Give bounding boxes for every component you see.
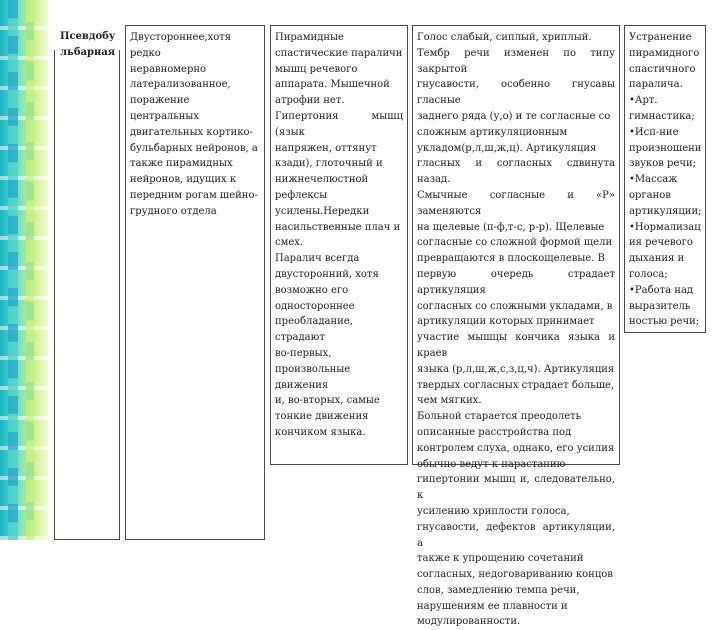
therapy-directions-text: Устранение пирамидного спастичного паралича. •Арт. гимнастика; •Исп-ние произношени звуков речи; •Массаж органов артикуляции; •Нормализац ия речевого дыхания и голоса; •Работа над выразитель ностью речи; bbox=[629, 32, 702, 328]
table-cell-therapy bbox=[624, 25, 706, 333]
table-cell-speech bbox=[412, 25, 620, 628]
dysarthria-form-label: Псевдобу льбарная bbox=[60, 31, 116, 58]
table-cell-lesion bbox=[125, 25, 265, 540]
decorative-side-band bbox=[0, 0, 48, 540]
neurological-symptoms-text: Пирамидные спастические параличи мышц речевого аппарата. Мышечной атрофии нет. Гипертония мышц (язык напряжен, оттянут кзади), глоточный и нижнечелюстной рефлексы усилены.Нередки насильственные плач и смех. Паралич всегда двусторонний, хотя возможно его одностороннее преобладание, страдают во-первых, произвольные движения и, во-вторых, самые тонкие движения кончиком языка. bbox=[275, 32, 403, 438]
speech-symptoms-text: Голос слабый, сиплый, хриплый. Тембр речи изменен по типу закрытой гнусавости, особенно гнусавы гласные заднего ряда (у,о) и те согласные со сложным артикуляционным укладом(р,л,ш,ж,ц). Артикуляция гласных и согласных сдвинута назад. Смычные согласные и «Р» заменяются на щелевые (п-ф,т-с, р-р). Щелевые согласные со сложной формой щели превращаются в плоскощелевые. В первую очередь страдает артикуляция согласных со сложными укладами, в артикуляции которых принимает участие мышцы кончика языка и краев языка (р,л,ш,ж,с,з,ц,ч). Артикуляция твердых согласных страдает больше, чем мягких. Больной старается преодолеть описанные расстройства под контролем слуха, однако, его усилия обычно ведут к нарастанию гипертонии мышц и, следовательно, к усилению хриплости голоса, гнусавости, дефектов артикуляции, а также к упрощению сочетаний согласных, недоговариванию концов слов, замедлению темпа речи, нарушениям ее плавности и модулированности. bbox=[417, 32, 615, 628]
lesion-localization-text: Двустороннее,хотя редко неравномерно латерализованное, поражение центральных двигательных кортико- бульбарных нейронов, а также пирамидных нейронов, идущих к передним рогам шейно- грудного отдела bbox=[130, 32, 258, 217]
table-cell-frame-name bbox=[54, 25, 120, 540]
table-cell-neurological bbox=[270, 25, 408, 465]
table-cell-name bbox=[54, 25, 120, 58]
